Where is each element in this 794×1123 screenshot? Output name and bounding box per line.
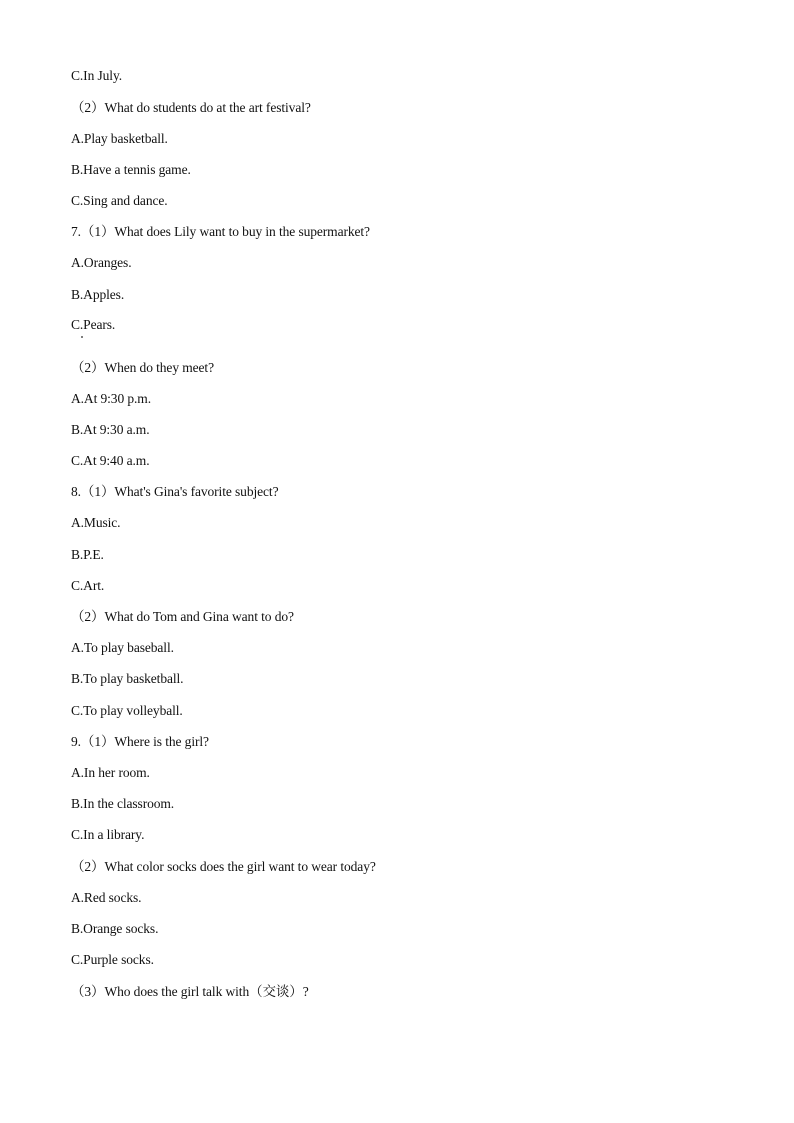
option-text: B.Orange socks. [71,921,159,936]
option-text: A.Play basketball. [71,131,168,146]
option-text: C.Purple socks. [71,952,154,967]
option-text: C.Sing and dance. [71,193,168,208]
question-text: （3）Who does the girl talk with（交谈）? [71,984,309,999]
option-text: B.To play basketball. [71,671,184,686]
option-text: B.P.E. [71,547,104,562]
option-text: C.To play volleyball. [71,703,183,718]
option-text: C.At 9:40 a.m. [71,453,150,468]
question-text: （2）What do students do at the art festival? [71,100,311,115]
option-text: B.Apples. [71,287,125,302]
option-text: C.In July. [71,68,123,83]
option-text: A.Oranges. [71,255,132,270]
question-text: 9.（1）Where is the girl? [71,734,209,749]
option-text: C.Pears. [71,317,116,332]
option-text: B.In the classroom. [71,796,175,811]
option-text: A.Red socks. [71,890,142,905]
option-text: A.To play baseball. [71,640,174,655]
option-text: A.At 9:30 p.m. [71,391,151,406]
question-text: （2）What do Tom and Gina want to do? [71,609,294,624]
option-text: B.At 9:30 a.m. [71,422,150,437]
option-text: C.In a library. [71,827,145,842]
option-text: A.In her room. [71,765,150,780]
question-text: 8.（1）What's Gina's favorite subject? [71,484,279,499]
question-text: （2）When do they meet? [71,360,214,375]
option-text: C.Art. [71,578,105,593]
option-text: A.Music. [71,515,121,530]
question-text: 7.（1）What does Lily want to buy in the supermarket? [71,224,370,239]
stray-mark [81,336,83,338]
question-text: （2）What color socks does the girl want to wear today? [71,859,376,874]
option-text: B.Have a tennis game. [71,162,191,177]
